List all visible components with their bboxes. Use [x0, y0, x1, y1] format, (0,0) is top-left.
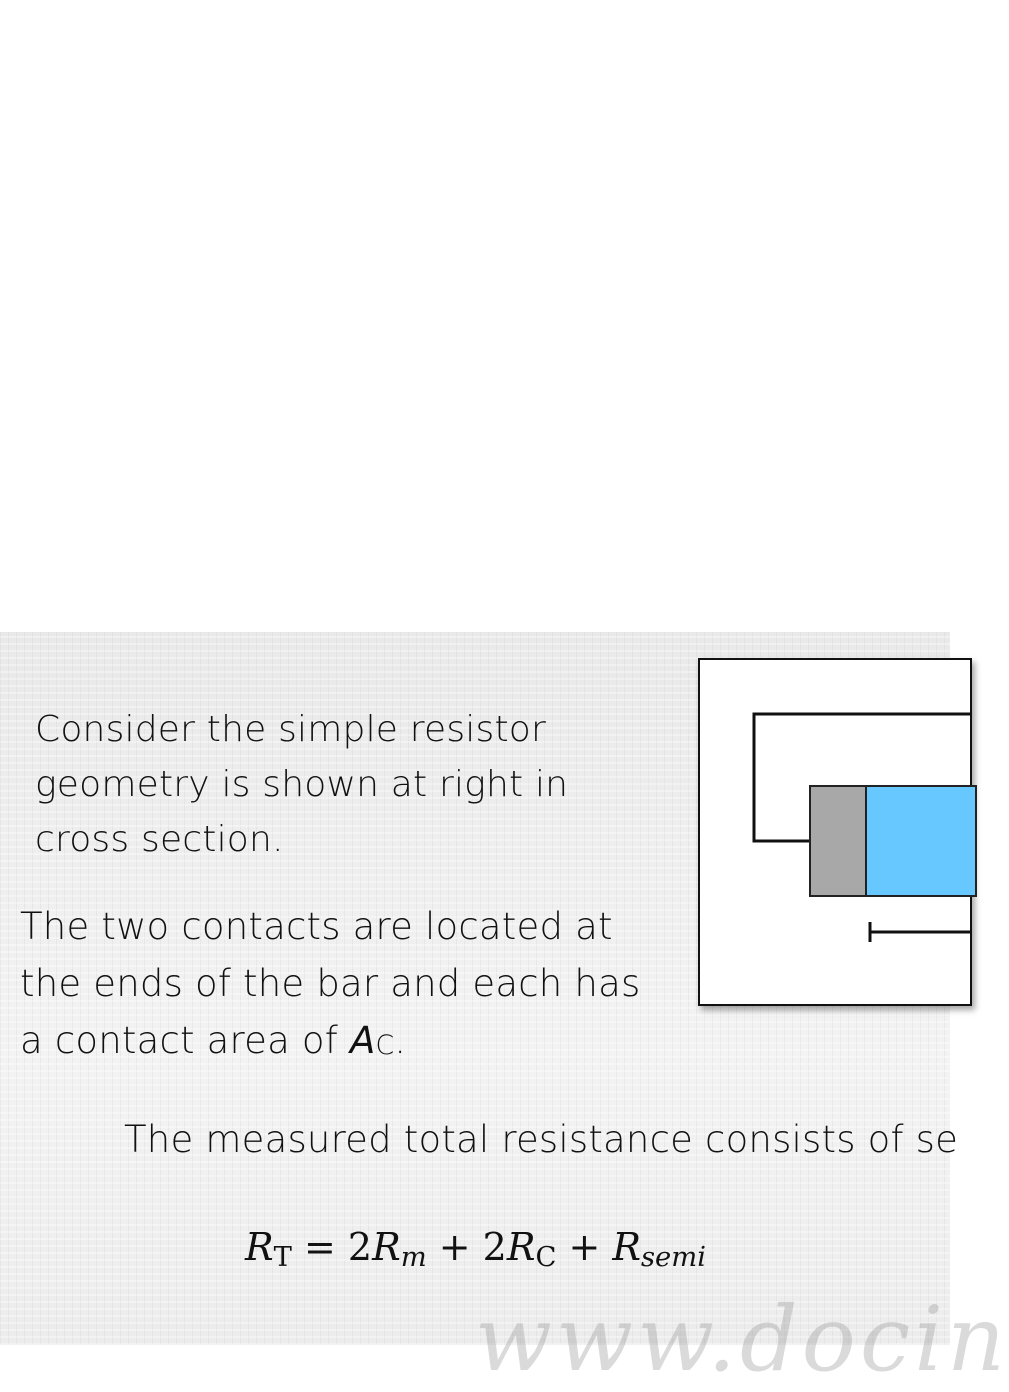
eq-rm: R — [372, 1225, 401, 1269]
slide — [0, 632, 1009, 1392]
resistor-cross-section-figure — [698, 658, 972, 1006]
total-resistance-equation — [245, 1225, 706, 1274]
left-contact — [810, 786, 866, 896]
intro-line-3: cross section. — [35, 819, 284, 860]
watermark: www.docin — [475, 1287, 1009, 1392]
contacts-line-3-text: a contact area of — [20, 1019, 350, 1062]
contacts-line-1: The two contacts are located at — [20, 905, 613, 948]
contacts-line-3 — [20, 1012, 640, 1073]
resistor-diagram — [700, 660, 970, 1004]
eq-rc: R — [506, 1225, 536, 1269]
eq-rt-sub: T — [273, 1242, 292, 1274]
contacts-line-2: the ends of the bar and each has — [20, 962, 641, 1005]
eq-plus-2: + — [556, 1225, 613, 1269]
eq-rm-sub: m — [400, 1242, 427, 1274]
eq-rt: R — [245, 1225, 274, 1269]
eq-rsemi-sub: semi — [641, 1242, 706, 1274]
intro-paragraph — [35, 702, 568, 867]
contacts-paragraph — [20, 898, 640, 1073]
eq-rc-sub: C — [535, 1242, 557, 1274]
resistance-paragraph: The measured total resistance consists of se — [124, 1118, 959, 1161]
contacts-line-3-period: . — [394, 1019, 407, 1062]
eq-plus-1: + 2 — [426, 1225, 507, 1269]
eq-rsemi: R — [612, 1225, 642, 1269]
eq-equals: = 2 — [291, 1225, 373, 1269]
intro-line-2: geometry is shown at right in — [35, 764, 569, 805]
semiconductor-bar — [866, 786, 976, 896]
contact-area-symbol: A — [349, 1019, 376, 1062]
contact-area-subscript: C — [375, 1030, 395, 1062]
intro-line-1: Consider the simple resistor — [35, 709, 546, 750]
